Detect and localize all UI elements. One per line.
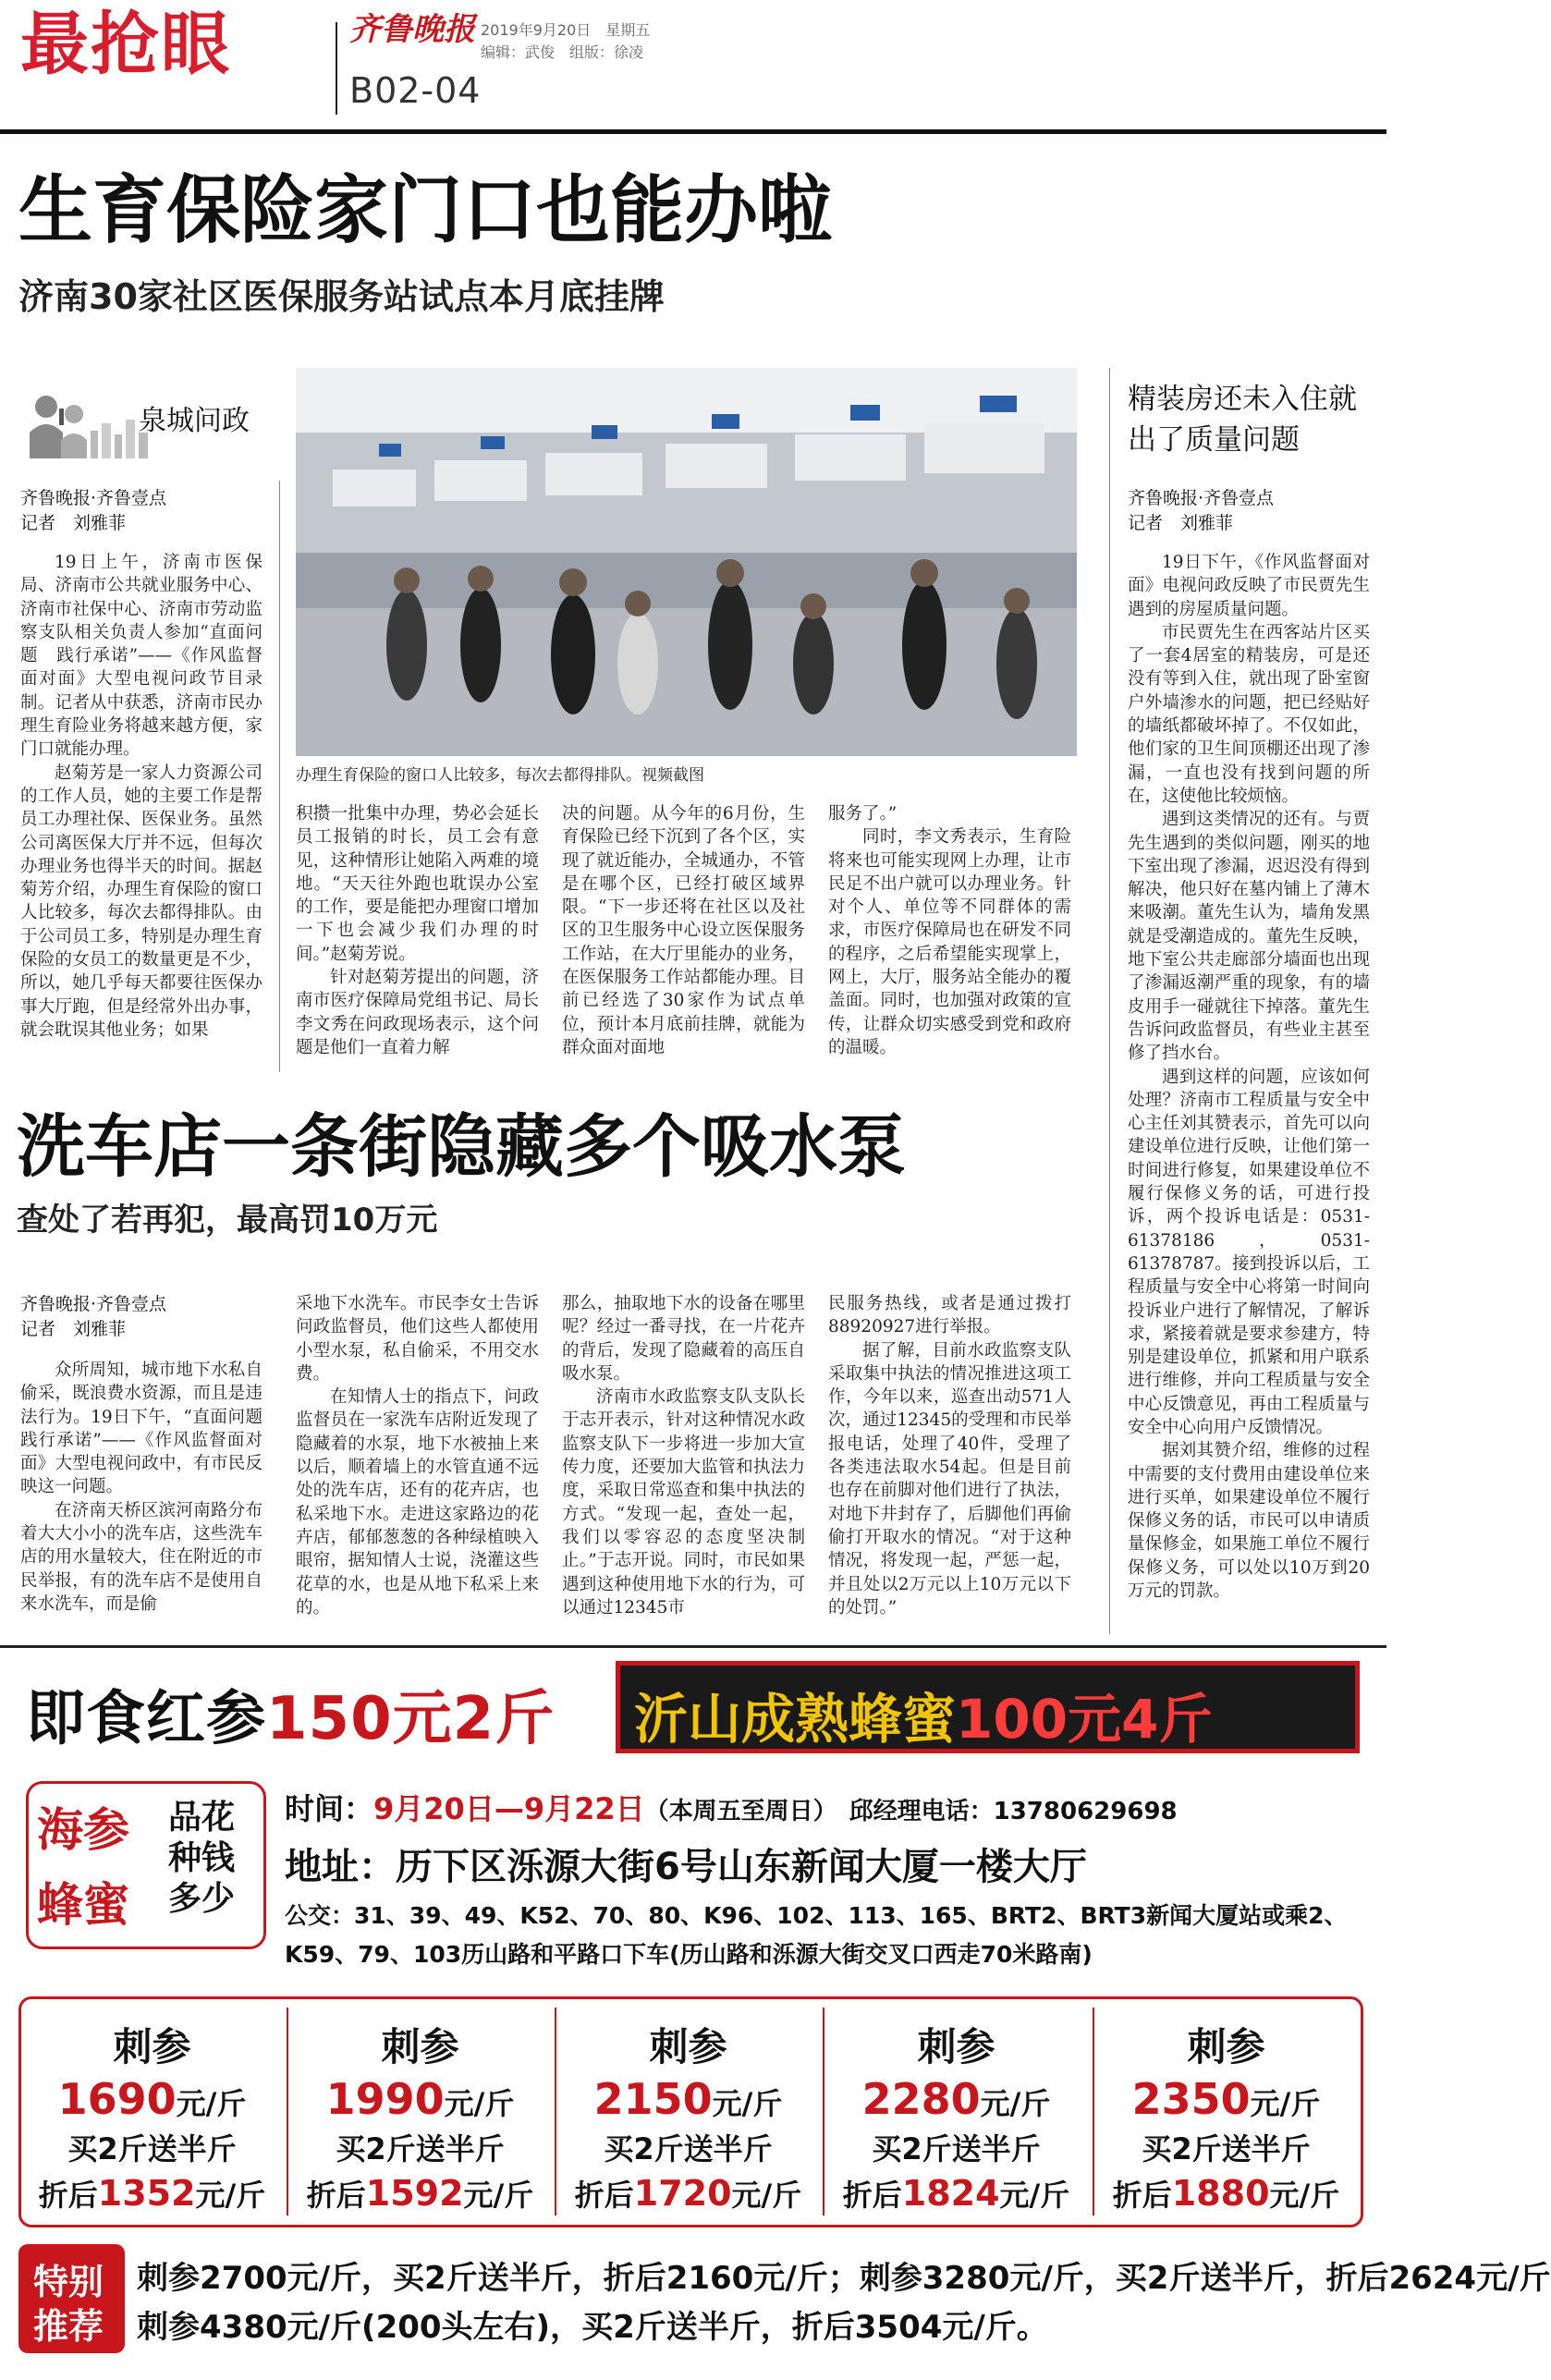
ad-headline-ginseng [26,1671,555,1756]
product-price [556,2074,820,2124]
paragraph: 那么，抽取地下水的设备在哪里呢？经过一番寻找，在一片花卉的背后，发现了隐藏着的高压自吸水泵。 [562,1294,805,1384]
product-price [1094,2074,1358,2124]
story2-column-2 [296,1292,539,1636]
product-offer: 买2斤送半斤 [336,2131,505,2166]
price-value: 2150 [593,2074,713,2124]
product-offer: 买2斤送半斤 [1142,2131,1311,2166]
paragraph: 19日下午，《作风监督面对面》电视问政反映了市民贾先生遇到的房屋质量问题。 [1128,553,1370,619]
story2-column-3 [562,1292,805,1636]
discount-unit: 元/斤 [1269,2178,1340,2213]
ad-price: 100元4斤 [956,1688,1213,1751]
price-value: 2350 [1131,2074,1251,2124]
discount-unit: 元/斤 [999,2178,1070,2213]
discount-value: 1592 [365,2173,464,2214]
column-rule [1109,368,1110,1634]
story3-column [1128,551,1370,1636]
product-discount [824,2172,1088,2215]
story2-headline: 洗车店一条街隐藏多个吸水泵 [17,1107,906,1187]
interview-icon [26,386,151,458]
product-name: 刺参 [649,2024,727,2069]
product-price [288,2074,552,2124]
byline [20,486,166,536]
product-name: 刺参 [917,2024,995,2069]
discount-unit: 元/斤 [195,2178,266,2213]
byline-reporter: 记者 刘雅菲 [20,513,127,533]
top-rule [0,129,1386,134]
discount-label: 折后 [38,2178,98,2213]
product-discount [20,2172,284,2215]
masthead-divider [336,22,337,115]
product-name: 刺参 [1187,2024,1265,2069]
column-name: 泉城问政 [139,405,250,437]
discount-value: 1720 [633,2173,732,2214]
price-value: 1990 [325,2074,445,2124]
logo-slogan: 品花种钱多少 [168,1799,236,1918]
story2-column-4 [828,1292,1071,1636]
story1-headline: 生育保险家门口也能办啦 [18,167,832,253]
story2-column-1 [20,1359,280,1636]
story2-subhead: 查处了若再犯，最高罚10万元 [17,1202,438,1239]
byline-outlet: 齐鲁晚报·齐鲁壹点 [1128,488,1275,508]
product-offer: 买2斤送半斤 [67,2131,237,2166]
paragraph: 在知情人士的指点下，问政监督员在一家洗车店附近发现了隐藏着的水泵，地下水被抽上来以后，顺着墙上的水管直通不远处的洗车店，还有的花卉店，也私采地下水。走进这家路边的花卉店，郁郁葱葱的各种绿植映入眼帘，据知情人士说，浇灌这些花草的水，也是从地下私采上来的。 [296,1387,539,1617]
product-card [20,2004,284,2222]
paragraph: 在济南天桥区滨河南路分布着大大小小的洗车店，这些洗车店的用水量较大，住在附近的市民举报，有的洗车店不是使用自来水洗车，而是偷 [20,1500,263,1614]
paragraph: 同时，李文秀表示，生育险将来也可能实现网上办理，让市民足不出户就可以办理业务。针对个人、单位等不同群体的需求，市医疗保障局也在研发不同的程序，之后希望能实现掌上，网上，大厅，服务站全能办的覆盖面。同时，也加强对政策的宣传，让群众切实感受到党和政府的温暖。 [828,827,1071,1057]
paragraph: 19日上午，济南市医保局、济南市公共就业服务中心、济南市社保中心、济南市劳动监察支队相关负责人参加“直面问题 践行承诺”——《作风监督面对面》大型电视问政节目录制。记者从中获悉，济南市民办理生育险业务将越来越方便，家门口就能办理。 [20,553,263,760]
discount-label: 折后 [1112,2178,1172,2213]
time-note: （本周五至周日） 邱经理电话：13780629698 [644,1798,1178,1825]
paragraph: 民服务热线，或者是通过拨打88920927进行举报。 [828,1294,1071,1337]
discount-label: 折后 [306,2178,366,2213]
logo-text-honey: 蜂蜜 [37,1878,129,1932]
page-number: B02-04 [349,70,482,111]
news-photo [296,368,1077,756]
story1-column-4 [828,802,1071,1070]
special-offer-1: 刺参2700元/斤，买2斤送半斤，折后2160元/斤；刺参3280元/斤，买2斤送半斤，折后2624元/斤 [137,2260,1551,2297]
byline-reporter: 记者 刘雅菲 [20,1319,127,1339]
column-rule [279,481,280,1072]
byline-outlet: 齐鲁晚报·齐鲁壹点 [20,1294,167,1314]
time-label: 时间： [285,1791,374,1826]
product-card [1094,2004,1358,2222]
paragraph: 据刘其赞介绍，维修的过程中需要的支付费用由建设单位来进行买单，如果建设单位不履行保修义务的话，市民可以申请质量保修金，如果施工单位不履行保修义务，可以处以10万到20万元的罚款。 [1128,1441,1370,1602]
byline-reporter: 记者 刘雅菲 [1128,513,1234,533]
logo-text-seacucumber: 海参 [37,1803,129,1857]
paragraph: 遇到这样的问题，应该如何处理？济南市工程质量与安全中心主任刘其赞表示，首先可以向建设单位进行反映，让他们第一时间进行修复，如果建设单位不履行保修义务的话，可进行投诉，两个投诉电话是：0531-61378186，0531-61378787。接到投诉以后，工程质量与安全中心将第一时间向投诉业户进行了解情况，了解诉求，紧接着就是要求参建方，特别是建设单位，抓紧和用户联系进行维修，并向工程质量与安全中心反馈意见，再由工程质量与安全中心向用户反馈情况。 [1128,1067,1370,1437]
discount-unit: 元/斤 [463,2178,534,2213]
product-card [824,2004,1088,2222]
product-offer: 买2斤送半斤 [604,2131,773,2166]
story1-column-3 [562,802,805,1070]
product-price [20,2074,284,2124]
ad-headline-honey [634,1676,1212,1753]
ad-rule [0,1645,1386,1648]
paragraph: 赵菊芳是一家人力资源公司的工作人员，她的主要工作是帮员工办理社保、医保业务。虽然公司离医保大厅并不远，但每次办理业务也得半天的时间。据赵菊芳介绍，办理生育保险的窗口人比较多，每次去都得排队。由于公司员工多，特别是办理生育保险的女员工的数量更是不少，所以，她几乎每天都要往医保办事大厅跑，但是经常外出办事，就会耽误其他业务；如果 [20,763,263,1040]
paragraph: 众所周知，城市地下水私自偷采，既浪费水资源，而且是违法行为。19日下午，“直面问题 践行承诺”——《作风监督面对面》大型电视问政中，有市民反映这一问题。 [20,1361,280,1497]
paragraph: 据了解，目前水政监察支队采取集中执法的情况推进这项工作，今年以来，巡查出动571人次，通过12345的受理和市民举报电话，处理了40件，受理了各类违法取水54起。但是目前也存在前脚对他们进行了执法，对地下井封存了，后脚他们再偷偷打开取水的情况。“对于这种情况，将发现一起，严惩一起，并且处以2万元以上10万元以下的处罚。” [828,1340,1071,1617]
ad-price: 150元2斤 [266,1685,556,1753]
ad-product: 沂山成熟蜂蜜 [634,1688,957,1751]
paragraph: 针对赵菊芳提出的问题，济南市医疗保障局党组书记、局长李文秀在问政现场表示，这个问题是他们一直着力解 [296,968,539,1057]
product-name: 刺参 [113,2024,191,2069]
discount-value: 1880 [1171,2173,1270,2214]
discount-value: 1824 [901,2173,1000,2214]
special-label: 推荐 [33,2306,104,2347]
byline [1128,486,1274,536]
story1-column-1 [20,551,263,1074]
product-card [556,2004,820,2222]
story3-headline: 精装房还未入住就出了质量问题 [1128,383,1357,457]
photo-caption: 办理生育保险的窗口人比较多，每次去都得排队。视频截图 [296,766,704,785]
issue-date: 2019年9月20日 星期五 [481,21,651,39]
product-card [288,2004,552,2222]
product-offer: 买2斤送半斤 [872,2131,1041,2166]
paragraph: 市民贾先生在西客站片区买了一套4居室的精装房，可是还没有等到入住，就出现了卧室窗户外墙渗水的问题，把已经贴好的墙纸都破坏掉了。不仅如此，他们家的卫生间顶棚还出现了渗漏，一直也没有找到问题的所在，这使他比较烦恼。 [1128,622,1370,806]
discount-value: 1352 [97,2173,196,2214]
discount-label: 折后 [574,2178,634,2213]
paragraph: 决的问题。从今年的6月份，生育保险已经下沉到了各个区，实现了就近能办，全城通办，不管是在哪个区，已经打破区域界限。“下一步还将在社区以及社区的卫生服务中心设立医保服务工作站，在大厅里能办的业务，在医保服务工作站都能办理。目前已经选了30家作为试点单位，预计本月底前挂牌，就能为群众面对面地 [562,804,805,1057]
event-time [285,1786,1178,1828]
paragraph: 积攒一批集中办理，势必会延长员工报销的时长，员工会有意见，这种情形让她陷入两难的境地。“天天往外跑也耽误办公室的工作，要是能把办理窗口增加一下也会减少我们办理的时间。”赵菊芳说。 [296,804,539,964]
editor-credit: 编辑：武俊 组版：徐凌 [481,43,644,61]
ad-product: 即食红参 [26,1685,266,1753]
price-unit: 元/斤 [176,2086,247,2121]
paragraph: 服务了。” [828,804,898,824]
product-discount [288,2172,552,2215]
discount-label: 折后 [842,2178,902,2213]
bus-routes: 公交：31、39、49、K52、70、80、K96、102、113、165、BRT2、BRT3新闻大厦站或乘2、K59、79、103历山路和平路口下车(历山路和泺源大街交叉口西走70米路南) [285,1902,1348,1968]
section-title: 最抢眼 [20,5,231,84]
story1-subhead: 济南30家社区医保服务站试点本月底挂牌 [18,276,665,317]
byline-outlet: 齐鲁晚报·齐鲁壹点 [20,488,167,508]
byline [20,1292,166,1342]
price-unit: 元/斤 [980,2086,1051,2121]
story1-column-2 [296,802,539,1070]
special-label: 特别 [33,2262,104,2302]
discount-unit: 元/斤 [731,2178,802,2213]
price-unit: 元/斤 [1250,2086,1321,2121]
time-value: 9月20日—9月22日 [373,1791,645,1826]
paragraph: 采地下水洗车。市民李女士告诉问政监督员，他们这些人都使用小型水泵，私自偷采，不用交水费。 [296,1294,539,1384]
product-discount [556,2172,820,2215]
paper-logo: 齐鲁晚报 [349,11,475,48]
product-name: 刺参 [381,2024,459,2069]
price-unit: 元/斤 [444,2086,515,2121]
price-value: 2280 [861,2074,981,2124]
price-value: 1690 [57,2074,177,2124]
paragraph: 遇到这类情况的还有。与贾先生遇到的类似问题，刚买的地下室出现了渗漏，迟迟没有得到解决，他只好在墓内铺上了薄木来吸潮。董先生认为，墙角发黑就是受潮造成的。董先生反映，地下室公共走廊部分墙面也出现了渗漏返潮严重的现象，有的墙皮用手一碰就往下掉落。董先生告诉问政监督员，有些业主甚至修了挡水台。 [1128,810,1370,1064]
price-unit: 元/斤 [712,2086,783,2121]
product-price [824,2074,1088,2124]
product-discount [1094,2172,1358,2215]
special-offer-2: 刺参4380元/斤(200头左右)，买2斤送半斤，折后3504元/斤。 [137,2309,1048,2346]
event-address: 地址：历下区泺源大街6号山东新闻大厦一楼大厅 [285,1846,1087,1888]
paragraph: 济南市水政监察支队支队长于志开表示，针对这种情况水政监察支队下一步将进一步加大宣传力度，还要加大监管和执法力度，采取日常巡查和集中执法的方式。“发现一起，查处一起，我们以零容忍的态度坚决制止。”于志开说。同时，市民如果遇到这种使用地下水的行为，可以通过12345市 [562,1387,805,1617]
